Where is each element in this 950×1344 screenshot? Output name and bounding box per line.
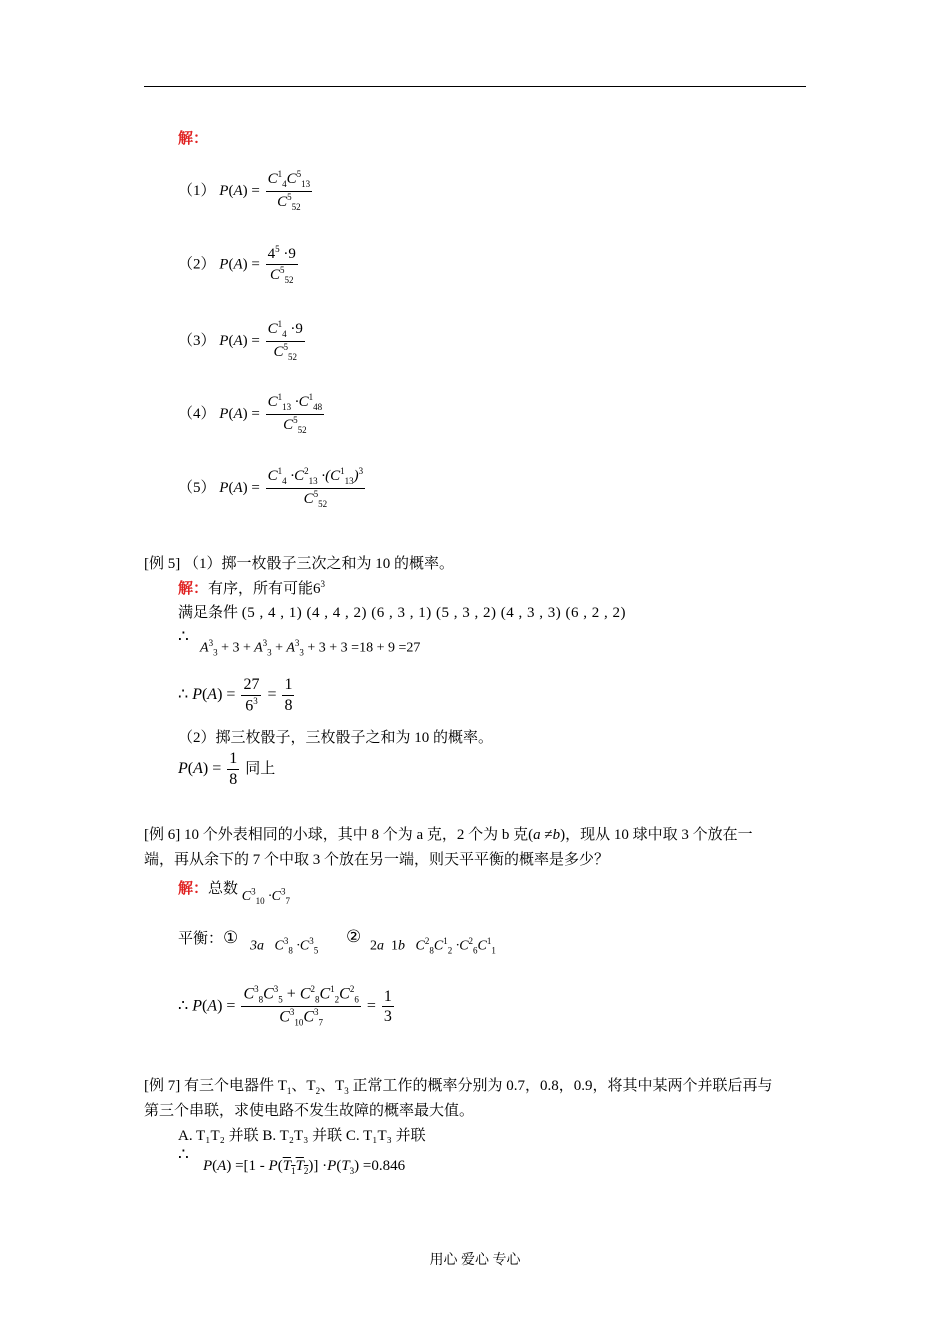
answer-1-fraction: $\frac{C^1_4C^5_{13}}{C^5_{52}}$ [267,169,311,212]
ex6-text-a: 10 个外表相同的小球，其中 8 个为 a 克，2 个为 b 克 [184,827,529,843]
answer-4-fraction: $\frac{C^1_{13} \cdot C^1_{48}}{C^5_{52}}$ [267,392,323,435]
ex6-text-b: ，现从 10 球中取 3 个放在一 [565,827,753,843]
ex6-probability: ∴ P(A) = $\frac{C^3_8C^3_5 + C^2_8C^1_2C^2_6}{C^3_{10}C^3_7}$ = $\frac{1}{3}$ [178,984,392,1028]
ex6-line-1: [例 6] 10 个外表相同的小球，其中 8 个为 a 克，2 个为 b 克(a ≠b)，现从 10 球中取 3 个放在一 [144,827,753,843]
answer-1-label: （1） [178,182,216,199]
ex5-q1: （1）掷一枚骰子三次之和为 10 的概率。 [184,556,455,572]
ex5-probability-1: ∴ P(A) = $\frac{27}{6^3}$ = $\frac{1}{8}$ [178,676,293,714]
answer-5: （5） P(A) = $\frac{C^1_4 \cdot C^2_{13} \cdot(C^1_{13})^3}{C^5_{52}}$ [178,466,364,509]
ex7-result: 0.846 [371,1158,406,1174]
ex5-tag: [例 5] [144,556,181,572]
ex7-equation: $P(A) =[1 - P(T_1T_2)] \cdot P(T_3) =0.846$ [203,1158,406,1176]
ex6-line-2: 端，再从余下的 7 个中取 3 个放在另一端，则天平平衡的概率是多少？ [144,852,610,868]
ex6-case-1: ① [223,928,239,947]
ex7-tag: [例 7] [144,1078,181,1094]
answer-2-fraction: $\frac{4^5 \cdot 9}{C^5_{52}}$ [267,244,296,285]
ex5-count-equation: $A^3_3 + 3 + A^3_3 + A^3_3 + 3 + 3 =18 + 9 =27$ [200,638,421,658]
answer-2-label: （2） [178,256,216,273]
ex5-sol-text: 有序，所有可能 [208,581,314,597]
ex6-case-2: ② [346,927,362,946]
answer-5-label: （5） [178,479,216,496]
ex7-therefore: ∴ [178,1145,189,1164]
answer-5-fraction: $\frac{C^1_4 \cdot C^2_{13} \cdot(C^1_{13})^3}{C^5_{52}}$ [267,466,364,509]
ex6-therefore: ∴ [178,997,189,1015]
ex5-q2: （2）掷三枚骰子，三枚骰子之和为 10 的概率。 [178,730,494,746]
answer-3-label: （3） [178,332,216,349]
answer-2: （2） P(A) = $\frac{4^5 \cdot 9}{C^5_{52}}$ [178,244,296,285]
ex5-sol-label: 解： [178,581,209,597]
ex5-probability-2: P(A) = $\frac{1}{8}$ 同上 [178,750,276,788]
ex7-line-2: 第三个串联，求使电路不发生故障的概率最大值。 [144,1103,475,1119]
ex5-conditions [178,601,626,622]
ex7-options: A. T₁T₂ 并联 B. T₂T₃ 并联 C. T₁T₃ 并联 [178,1128,426,1144]
ex6-total: 总数 [208,881,239,897]
ex6-solution: 解：总数 $C^3_{10} \cdot C^3_7$ [178,881,290,906]
answer-1: （1） P(A) = $\frac{C^1_4C^5_{13}}{C^5_{52}}$ [178,169,311,212]
ex6-case-1-expr: 3a $C^3_8 \cdot C^3_5$ [250,936,319,956]
ex5-cond-label: 满足条件 [178,605,239,621]
ex5-therefore-1: ∴ [178,627,189,646]
ex7-line1: 有三个电器件 T [184,1078,287,1094]
ex5-same: 同上 [245,760,276,777]
header-rule [144,86,806,87]
page-footer: 用心 爱心 专心 [429,1253,521,1268]
solution-label: 解： [178,131,209,147]
ex6-sol-label: 解： [178,881,209,897]
ex6-case-2-expr: 2a 1b $C^2_8C^1_2 \cdot C^2_6C^1_1$ [370,936,496,956]
ex5-therefore-2: ∴ [178,685,189,703]
answer-3: （3） P(A) = $\frac{C^1_4 \cdot 9}{C^5_{52}}$ [178,319,303,362]
ex6-balance-label: 平衡： [178,931,224,947]
ex6-tag: [例 6] [144,827,181,843]
ex5-solution: 解：有序，所有可能$6^3$ [178,579,326,597]
ex5-question-1 [144,552,454,573]
answer-4-label: （4） [178,405,216,422]
ex7-line-1: [例 7] 有三个电器件 $T_1$、$T_2$、$T_3$ 正常工作的概率分别为 0.7，0.8，0.9，将其中某两个并联后再与 [144,1078,773,1096]
answer-3-fraction: $\frac{C^1_4 \cdot 9}{C^5_{52}}$ [267,319,303,362]
ex6-balance [178,927,238,948]
ex5-cond-values: (5 , 4 , 1) (4 , 4 , 2) (6 , 3 , 1) (5 , 3 , 2) (4 , 3 , 3) (6 , 2 , 2) [241,605,626,621]
answer-4: （4） P(A) = $\frac{C^1_{13} \cdot C^1_{48}}{C^5_{52}}$ [178,392,323,435]
